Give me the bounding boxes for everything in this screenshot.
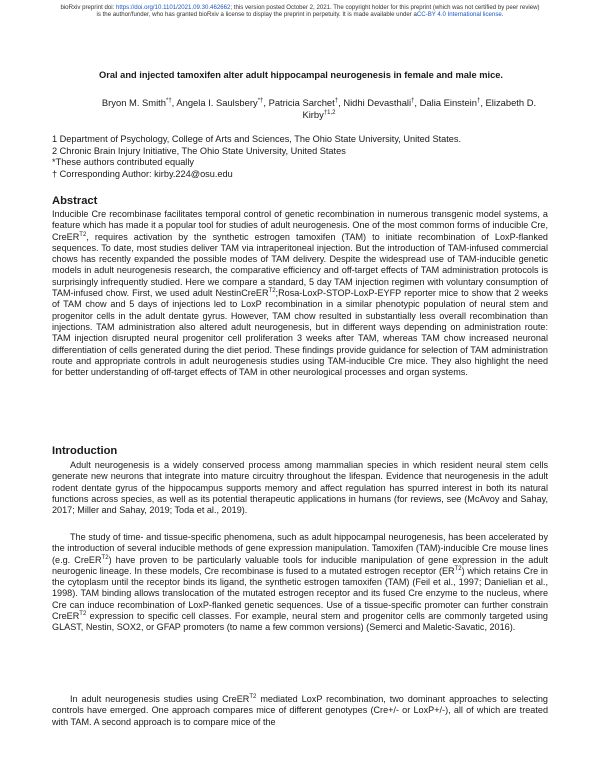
author: Angela I. Saulsbery*† bbox=[176, 97, 264, 108]
introduction-heading: Introduction bbox=[52, 445, 118, 457]
equal-contribution-note: *These authors contributed equally bbox=[52, 157, 194, 168]
intro-paragraph-3: In adult neurogenesis studies using CreER$^{T2}$ mediated LoxP recombination, two dominant approaches to selecting controls have emerged. One approach compares mice of different genotypes (Cre+/- or LoxP+/-), all of which are treated with TAM. A second approach is to compare mice of the bbox=[52, 693, 548, 727]
author: Nidhi Devasthali† bbox=[343, 97, 415, 108]
corresponding-author-note: † Corresponding Author: kirby.224@osu.edu bbox=[52, 169, 233, 180]
intro-paragraph-1: Adult neurogenesis is a widely conserved process among mammalian species in which resident neural stem cells generate new neurons that integrate into mature circuitry throughout the lifespan. Evidence that neurogenesis in the adult rodent dentate gyrus of the hippocampus supports memory and affect regulation has spurred interest in both its natural functions across species, as well as its potential therapeutic applications in humans (for reviews, see (McAvoy and Sahay, 2017; Miller and Sahay, 2019; Toda et al., 2019). bbox=[52, 460, 548, 516]
intro-paragraph-2: The study of time- and tissue-specific phenomena, such as adult hippocampal neurogenesis, has been accelerated by the introduction of several inducible methods of gene expression manipulation. Tamoxifen (TAM)-inducible Cre mouse lines (e.g. CreER$^{T2}$) have proven to be particularly valuable tools for inducible manipulation of gene expression in the adult neurogenic lineage. In these models, Cre recombinase is fused to a mutated estrogen receptor $(ER^{T2})$ which retains Cre in the cytoplasm until the receptor binds its ligand, the synthetic estrogen tamoxifen (TAM) (Feil et al., 1997; Danielian et al., 1998). TAM binding allows translocation of the mutated estrogen receptor and its fused Cre enzyme to the nucleus, where Cre can induce recombination of LoxP-flanked genetic sequences. Use of a tissue-specific promoter can further constrain CreER$^{T2}$ expression to specific cell classes. For example, neural stem and progenitor cells are commonly targeted using GLAST, Nestin, SOX2, or GFAP promoters (to name a few common versions) (Semerci and Maletic-Savatic, 2016). bbox=[52, 532, 549, 633]
abstract-heading: Abstract bbox=[52, 195, 98, 207]
author-list: Bryon M. Smith*†, Angela I. Saulsbery*†, Patricia Sarchet†, Nidhi Devasthali†, Dalia Einstein†, Elizabeth D. Kirby$^{\dagger 1,2}$ bbox=[101, 97, 537, 120]
affiliations bbox=[52, 134, 552, 181]
author: Dalia Einstein† bbox=[419, 97, 481, 108]
paper-title: Oral and injected tamoxifen alter adult hippocampal neurogenesis in female and male mice. bbox=[98, 70, 503, 80]
abstract-text: Inducible Cre recombinase facilitates temporal control of genetic recombination in numerous transgenic model systems, a feature which has made it a popular tool for studies of adult neurogenesis. One of the most common forms of inducible Cre, CreER$^{T2}$, requires activation by the synthetic estrogen tamoxifen (TAM) to initiate recombination of LoxP-flanked sequences. To date, most studies deliver TAM via intraperitoneal injection. But the introduction of TAM-infused commercial chows has recently expanded the possible modes of TAM delivery. Despite the widespread use of TAM-inducible genetic models in adult neurogenesis research, the comparative efficiency and off-target effects of TAM administration protocols is surprisingly infrequently studied. Here we compare a standard, 5 day TAM injection regimen with voluntary consumption of TAM-infused chow. First, we used adult NestinCreER$^{T2}$;Rosa-LoxP-STOP-LoxP-EYFP reporter mice to show that 2 weeks of TAM chow and 5 days of injections led to LoxP recombination in a similar phenotypic population of neural stem and progenitor cells in the adult dentate gyrus. However, TAM chow resulted in substantially less overall recombination than injections. TAM administration also altered adult neurogenesis, but in different ways depending on administration route: TAM injection disrupted neural progenitor cell proliferation 3 weeks after TAM, whereas TAM chow increased neuronal differentiation of cells generated during the diet period. These findings provide guidance for selection of TAM administration route and appropriate controls in adult neurogenesis studies using TAM-inducible Cre mice. They also highlight the need for better understanding of off-target effects of TAM in other neurological processes and organ systems. bbox=[52, 209, 548, 378]
license-link[interactable]: CC-BY 4.0 International license bbox=[416, 11, 502, 19]
affiliation-1: 1 Department of Psychology, College of Arts and Sciences, The Ohio State University, United States. bbox=[52, 134, 462, 144]
author: Bryon M. Smith*† bbox=[101, 97, 172, 108]
author: Elizabeth D. Kirby$^{\dagger 1,2}$ bbox=[302, 97, 537, 120]
preprint-banner: bioRxiv preprint doi: https://doi.org/10.1101/2021.09.30.462662; this version posted October 2, 2021. The copyright holder for this preprint (which was not certified by peer review) is the author/funder, who has granted bioRxiv a license to display the preprint in perpetuity. It is made available under aCC-BY 4.0 International license. bbox=[60, 4, 540, 19]
affiliation-2: 2 Chronic Brain Injury Initiative, The Ohio State University, United States bbox=[52, 145, 346, 156]
author: Patricia Sarchet† bbox=[268, 97, 339, 108]
doi-link[interactable]: https://doi.org/10.1101/2021.09.30.462662 bbox=[115, 4, 231, 11]
